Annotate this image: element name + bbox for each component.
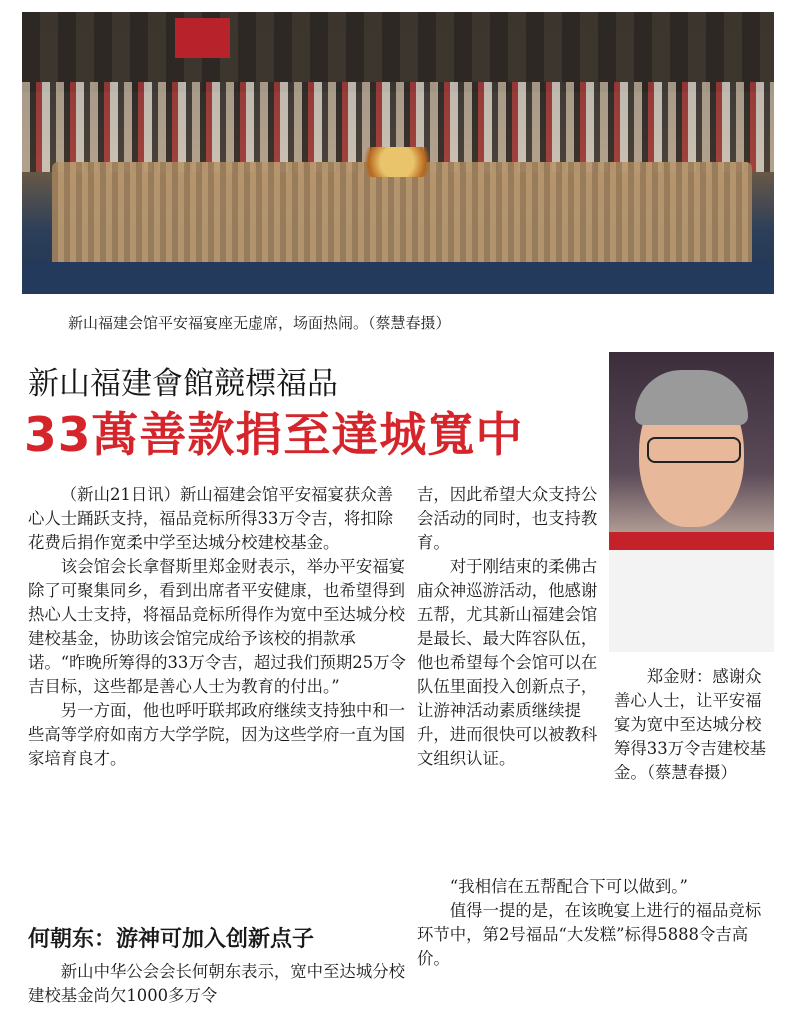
article-column-left-bottom: [28, 960, 408, 1008]
paragraph: 该会馆会长拿督斯里郑金财表示，举办平安福宴除了可聚集同乡，看到出席者平安健康，也希望得到热心人士支持，将福品竞标所得作为宽中至达城分校建校基金，协助该会馆完成给予该校的捐款承诺。“昨晚所筹得的33万令吉，超过我们预期25万令吉目标，这些都是善心人士为教育的付出。”: [28, 557, 406, 696]
portrait-glasses: [647, 437, 741, 463]
hall-ceiling: [22, 12, 774, 92]
portrait-hair: [635, 370, 748, 425]
hall-carpet: [22, 262, 774, 294]
headline-main: 33萬善款捐至達城寬中: [24, 408, 524, 463]
banquet-photo: [22, 12, 774, 294]
paragraph: 值得一提的是，在该晚宴上进行的福品竞标环节中，第2号福品“大发糕”标得5888令吉高价。: [417, 901, 762, 968]
paragraph: （新山21日讯）新山福建会馆平安福宴获众善心人士踊跃支持，福品竞标所得33万令吉，将扣除花费后捐作宽柔中学至达城分校建校基金。: [28, 485, 394, 552]
article-column-left: [28, 483, 408, 771]
photo-caption: 新山福建会馆平安福宴座无虚席，场面热闹。（蔡慧春摄）: [68, 314, 451, 332]
stage-screen: [175, 18, 230, 58]
article-column-middle: [417, 483, 603, 771]
portrait-photo: [609, 352, 774, 652]
headline-kicker: 新山福建會館競標福品: [28, 366, 338, 402]
banquet-table: [52, 162, 752, 272]
paragraph: 新山中华公会会长何朝东表示，宽中至达城分校建校基金尚欠1000多万令: [28, 962, 405, 1005]
paragraph: “我相信在五帮配合下可以做到。”: [449, 877, 688, 896]
paragraph: 吉，因此希望大众支持公会活动的同时，也支持教育。: [417, 485, 598, 552]
article-column-bottom-right: [417, 875, 777, 971]
paragraph: 另一方面，他也呼吁联邦政府继续支持独中和一些高等学府如南方大学学院，因为这些学府一直为国家培育良才。: [28, 701, 405, 768]
portrait-caption: 郑金财：感谢众善心人士，让平安福宴为宽中至达城分校筹得33万令吉建校基金。（蔡慧春摄）: [614, 667, 766, 782]
portrait-shirt: [609, 532, 774, 652]
subheading: 何朝东：游神可加入创新点子: [28, 927, 315, 952]
flower-centerpiece: [352, 147, 442, 177]
paragraph: 对于刚结束的柔佛古庙众神巡游活动，他感谢五帮，尤其新山福建会馆是最长、最大阵容队伍，他也希望每个会馆可以在队伍里面投入创新点子，让游神活动素质继续提升，进而很快可以被教科文组织认证。: [417, 557, 598, 768]
